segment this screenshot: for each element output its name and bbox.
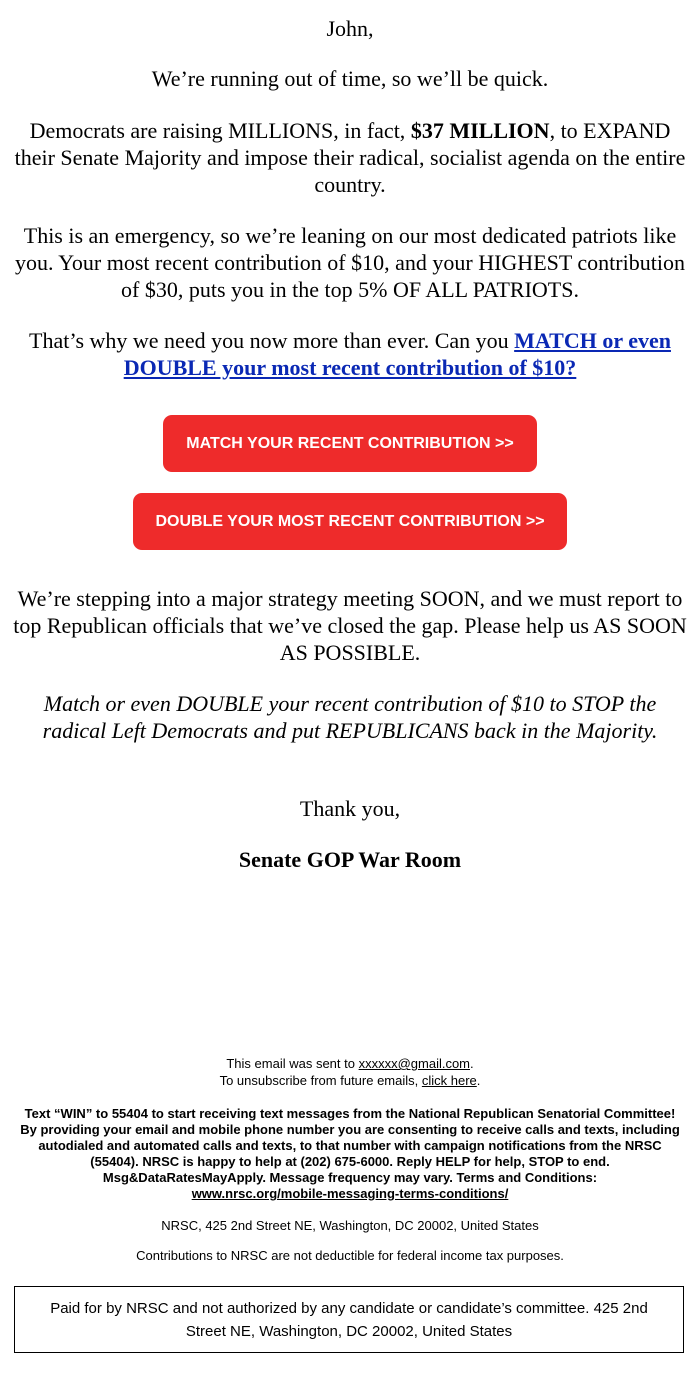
need-paragraph: [10, 327, 690, 381]
raising-text-before: Democrats are raising MILLIONS, in fact,: [29, 118, 411, 143]
match-or-double-link[interactable]: MATCH or even DOUBLE your most recent contribution of $10?: [123, 328, 671, 380]
unsubscribe-prefix: To unsubscribe from future emails,: [219, 1073, 422, 1088]
intro-paragraph: We’re running out of time, so we’ll be quick.: [151, 66, 549, 91]
sms-consent-body: Text “WIN” to 55404 to start receiving text messages from the National Republican Senatorial Committee! By providing your email and mobile phone number you are consenting to receive calls and texts, including autodialed and automated calls and texts, to that number with campaign notifications from the NRSC (55404). NRSC is happy to help at (202) 675-6000. Reply HELP for help, STOP to end. Msg&DataRatesMayApply. Message frequency may vary. Terms and Conditions:: [20, 1106, 680, 1185]
unsubscribe-suffix: .: [476, 1073, 481, 1088]
thanks-line: Thank you,: [299, 796, 401, 821]
unsubscribe-link[interactable]: click here: [421, 1073, 477, 1088]
raising-paragraph: [10, 117, 690, 198]
greeting: John,: [326, 16, 374, 41]
footer-address: NRSC, 425 2nd Street NE, Washington, DC 20002, United States: [161, 1218, 539, 1233]
italic-appeal-paragraph: Match or even DOUBLE your recent contribution of $10 to STOP the radical Left Democrats and put REPUBLICANS back in the Majority.: [42, 691, 658, 743]
raising-text-after: , to EXPAND their Senate Majority and impose their radical, socialist agenda on the entire country.: [14, 118, 686, 197]
emergency-paragraph: This is an emergency, so we’re leaning on our most dedicated patriots like you. Your most recent contribution of $10, and your HIGHEST contribution of $30, puts you in the top 5% OF ALL PATRIOTS.: [15, 223, 685, 302]
recipient-email-link[interactable]: xxxxxx@gmail.com: [358, 1056, 471, 1071]
terms-link[interactable]: www.nrsc.org/mobile-messaging-terms-conditions/: [191, 1186, 509, 1201]
raising-amount: $37 MILLION: [410, 118, 550, 143]
sms-consent-text: [15, 1106, 685, 1202]
need-text-before: That’s why we need you now more than ever. Can you: [29, 328, 515, 353]
double-contribution-button[interactable]: DOUBLE YOUR MOST RECENT CONTRIBUTION >>: [133, 493, 567, 550]
tax-deductibility-note: Contributions to NRSC are not deductible for federal income tax purposes.: [136, 1248, 564, 1263]
paid-for-disclaimer-box: [14, 1286, 684, 1353]
sent-to-suffix: .: [470, 1056, 474, 1071]
signature: Senate GOP War Room: [238, 847, 462, 872]
paid-for-disclaimer: Paid for by NRSC and not authorized by any candidate or candidate’s committee. 425 2nd Street NE, Washington, DC 20002, United States: [50, 1300, 648, 1340]
sent-to-prefix: This email was sent to: [226, 1056, 359, 1071]
footer-sent-to: [10, 1055, 690, 1089]
match-contribution-button[interactable]: MATCH YOUR RECENT CONTRIBUTION >>: [163, 415, 537, 472]
meeting-paragraph: We’re stepping into a major strategy meeting SOON, and we must report to top Republican officials that we’ve closed the gap. Please help us AS SOON AS POSSIBLE.: [13, 586, 687, 665]
